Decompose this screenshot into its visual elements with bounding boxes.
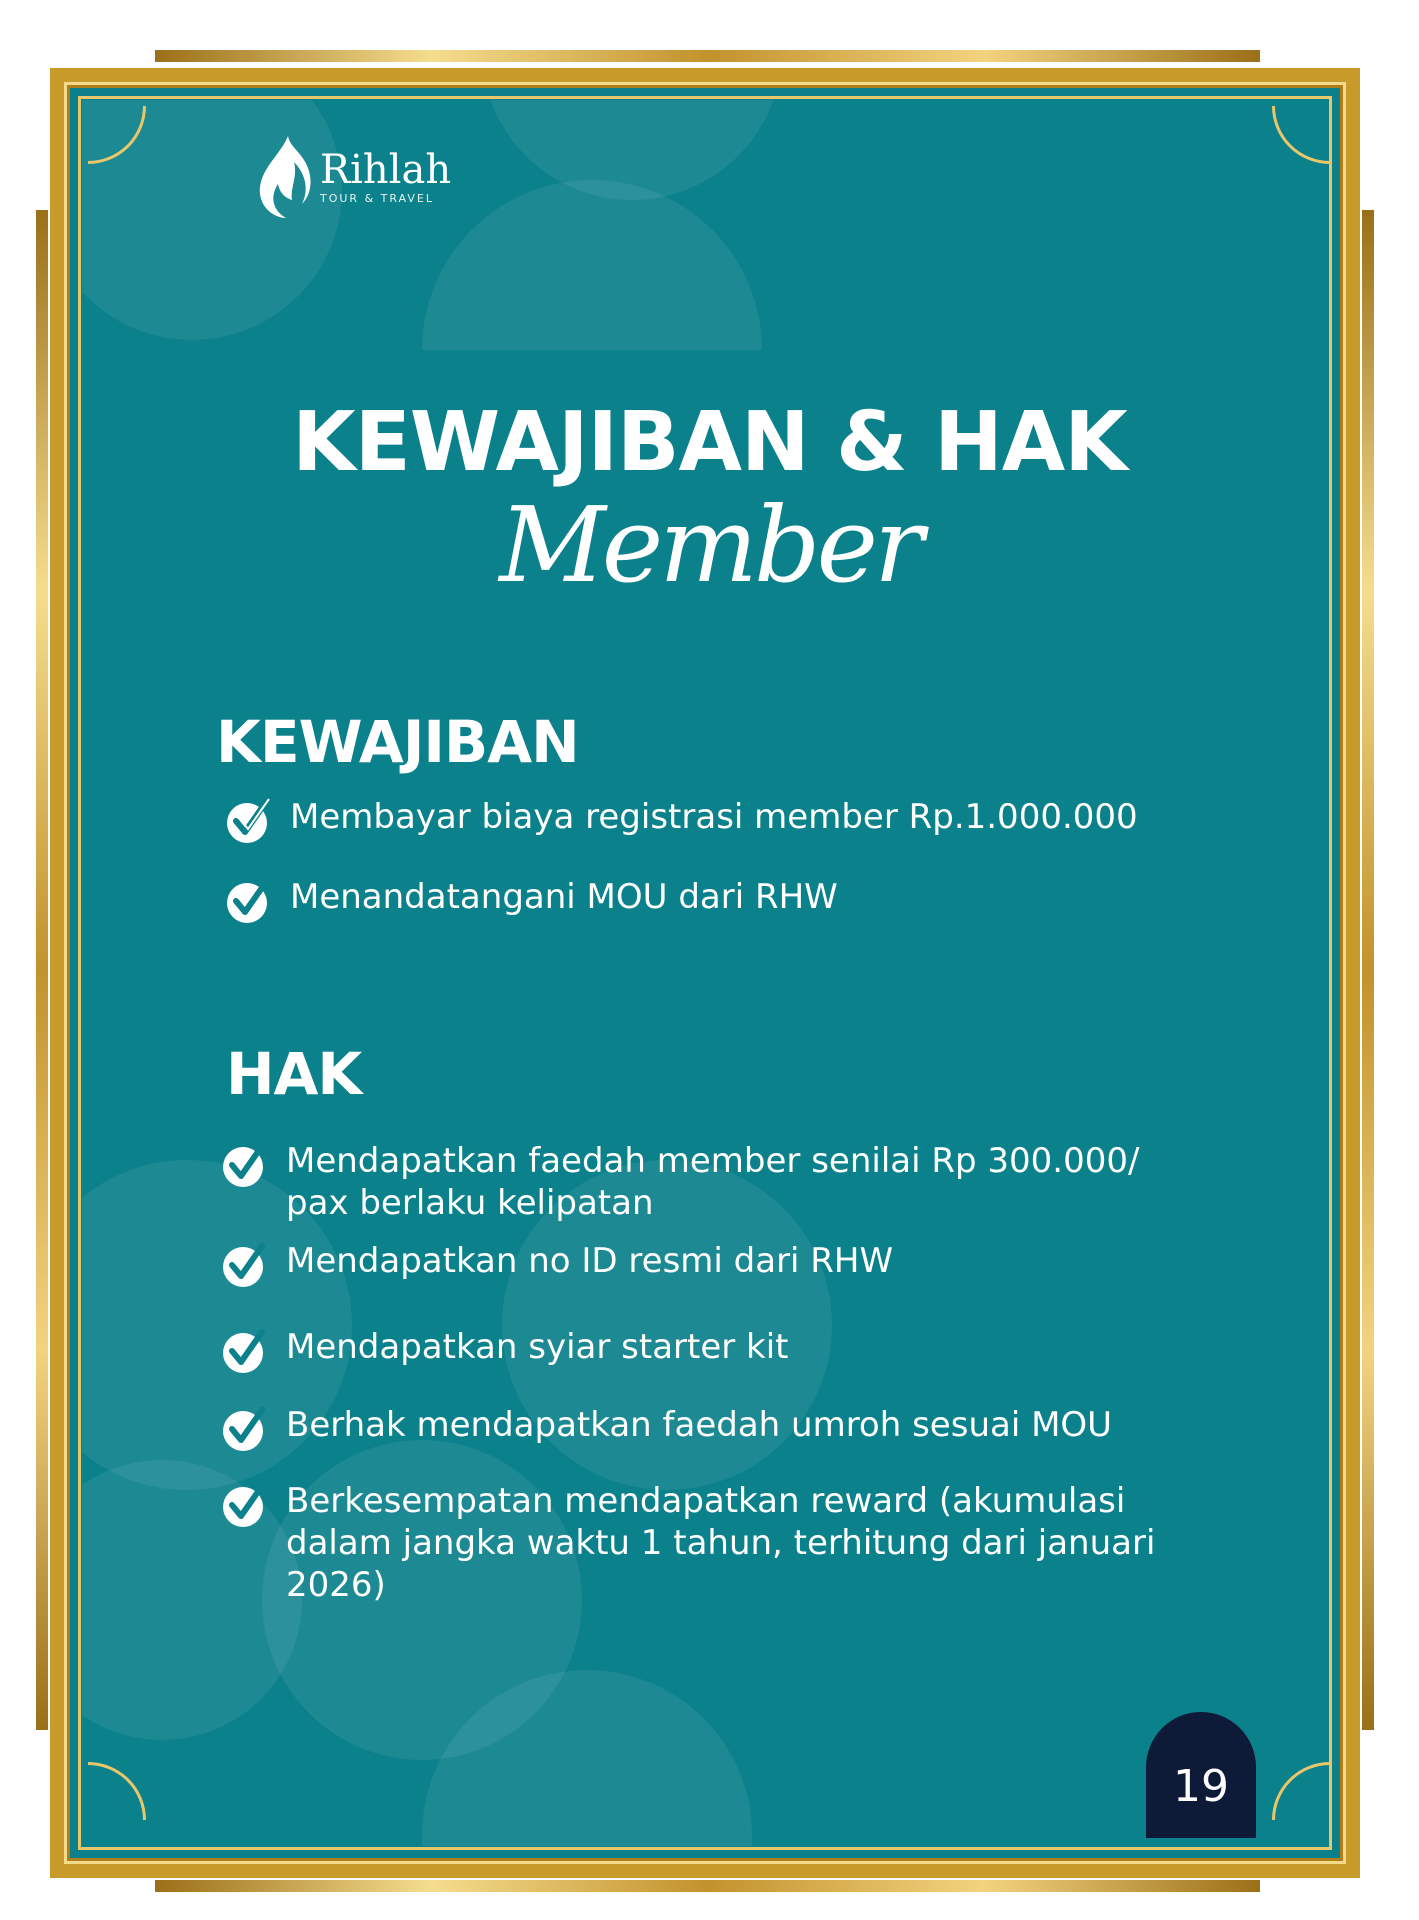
hak-item-2: Mendapatkan no ID resmi dari RHW — [286, 1241, 894, 1281]
hak-item-1: Mendapatkan faedah member senilai Rp 300.000/ pax berlaku kelipatan — [286, 1141, 1140, 1223]
list-item — [218, 1140, 1218, 1224]
list-item — [222, 876, 1222, 926]
logo-tagline: TOUR & TRAVEL — [320, 191, 434, 205]
flame-icon — [250, 132, 314, 222]
list-item — [218, 1404, 1218, 1454]
frame-top-strip — [155, 50, 1260, 62]
logo-name: Rihlah — [320, 146, 452, 193]
page-number-badge: 19 — [1146, 1712, 1256, 1838]
kewajiban-item-1: Membayar biaya registrasi member Rp.1.000.000 — [290, 797, 1138, 837]
kewajiban-heading: KEWAJIBAN — [216, 708, 579, 776]
list-item — [222, 796, 1222, 846]
checkmark-icon — [218, 1140, 268, 1190]
hak-item-5: Berkesempatan mendapatkan reward (akumulasi dalam jangka waktu 1 tahun, terhitung dari januari 2026) — [286, 1481, 1156, 1605]
checkmark-icon — [218, 1240, 268, 1290]
checkmark-icon — [218, 1480, 268, 1530]
checkmark-icon — [222, 796, 272, 846]
list-item — [218, 1240, 1218, 1290]
kewajiban-item-2: Menandatangani MOU dari RHW — [290, 877, 838, 917]
brand-logo — [250, 132, 451, 222]
corner-ornament — [30, 48, 146, 164]
hak-item-4: Berhak mendapatkan faedah umroh sesuai MOU — [286, 1405, 1113, 1445]
hak-item-3: Mendapatkan syiar starter kit — [286, 1327, 789, 1367]
checkmark-icon — [222, 876, 272, 926]
frame-bottom-strip — [155, 1880, 1260, 1892]
hak-heading: HAK — [226, 1040, 362, 1108]
list-item — [218, 1326, 1218, 1376]
checkmark-icon — [218, 1326, 268, 1376]
page-subtitle: Member — [499, 484, 920, 606]
page-title: KEWAJIBAN & HAK — [292, 395, 1127, 490]
logo-wordmark — [320, 146, 452, 205]
list-item — [218, 1480, 1218, 1606]
checkmark-icon — [218, 1404, 268, 1454]
